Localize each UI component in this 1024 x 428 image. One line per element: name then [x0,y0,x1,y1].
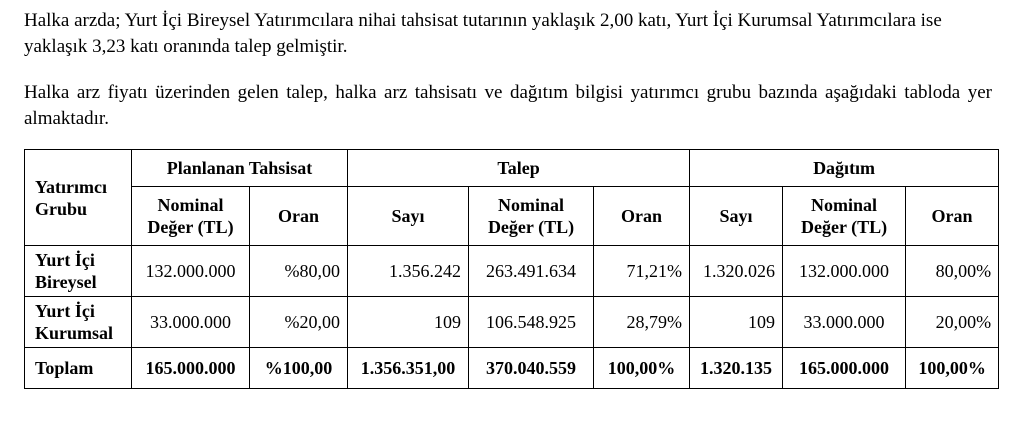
table-cell: 33.000.000 [783,297,906,348]
subheader-cell: Oran [250,187,348,246]
subheader-cell: Nominal Değer (TL) [783,187,906,246]
table-cell: 132.000.000 [783,246,906,297]
row-label: Yurt İçi Bireysel [25,246,132,297]
total-cell: 165.000.000 [132,348,250,389]
group-header-demand: Talep [348,150,690,187]
row-label: Yurt İçi Kurumsal [25,297,132,348]
table-cell: 263.491.634 [469,246,594,297]
table-cell: 109 [690,297,783,348]
subheader-cell: Nominal Değer (TL) [469,187,594,246]
subheader-cell: Sayı [348,187,469,246]
table-cell: 20,00% [906,297,999,348]
subheader-row [25,187,999,246]
table-cell: 33.000.000 [132,297,250,348]
total-cell: 165.000.000 [783,348,906,389]
group-header-distribution: Dağıtım [690,150,999,187]
table-cell: 132.000.000 [132,246,250,297]
table-cell: 109 [348,297,469,348]
table-row [25,297,999,348]
table-cell: 1.356.242 [348,246,469,297]
total-cell: 1.320.135 [690,348,783,389]
allocation-table [24,149,999,389]
table-cell: 1.320.026 [690,246,783,297]
group-header-planned: Planlanan Tahsisat [132,150,348,187]
table-cell: %80,00 [250,246,348,297]
table-cell: 71,21% [594,246,690,297]
corner-header: Yatırımcı Grubu [25,150,132,246]
total-row [25,348,999,389]
total-label: Toplam [25,348,132,389]
table-cell: 80,00% [906,246,999,297]
group-header-row [25,150,999,187]
paragraph-table-intro: Halka arz fiyatı üzerinden gelen talep, halka arz tahsisatı ve dağıtım bilgisi yatırımcı grubu bazında aşağıdaki tabloda yer almaktadır. [24,82,992,129]
subheader-cell: Sayı [690,187,783,246]
total-cell: %100,00 [250,348,348,389]
table-cell: 106.548.925 [469,297,594,348]
subheader-cell: Oran [594,187,690,246]
paragraph-demand-ratio: Halka arzda; Yurt İçi Bireysel Yatırımcılara nihai tahsisat tutarının yaklaşık 2,00 katı, Yurt İçi Kurumsal Yatırımcılara ise yaklaşık 3,23 katı oranında talep gelmiştir. [24,10,942,57]
table-row [25,246,999,297]
total-cell: 100,00% [906,348,999,389]
total-cell: 100,00% [594,348,690,389]
table-cell: 28,79% [594,297,690,348]
total-cell: 1.356.351,00 [348,348,469,389]
total-cell: 370.040.559 [469,348,594,389]
subheader-cell: Oran [906,187,999,246]
subheader-cell: Nominal Değer (TL) [132,187,250,246]
table-cell: %20,00 [250,297,348,348]
